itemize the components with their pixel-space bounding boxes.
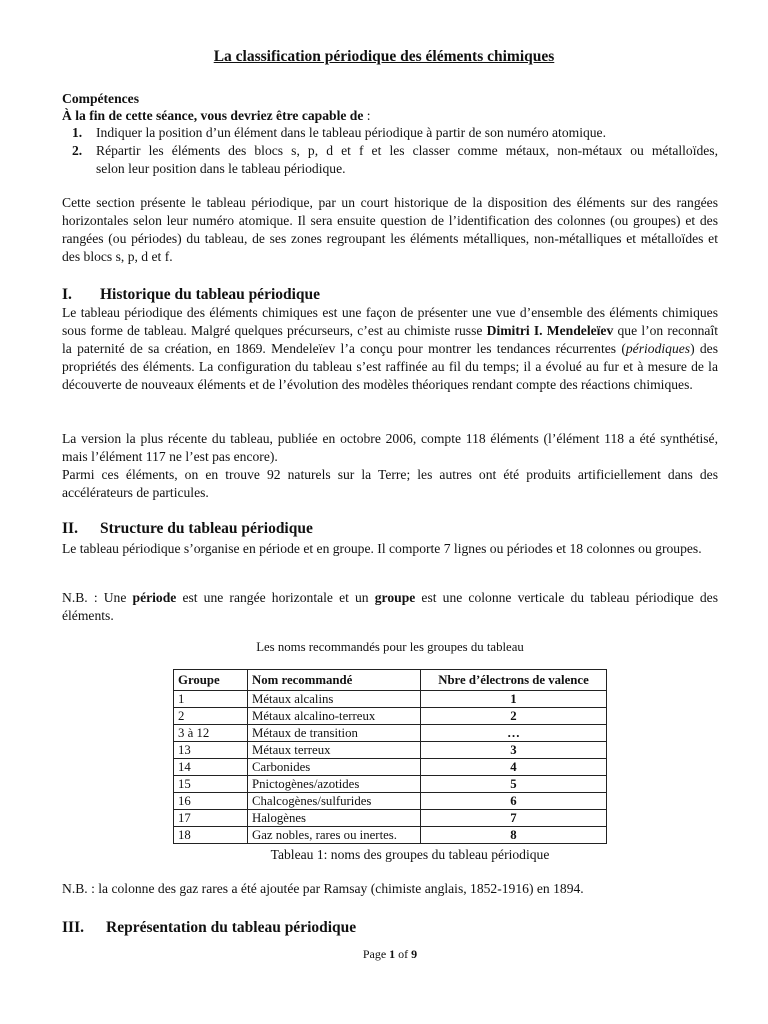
cell-nom: Métaux alcalins (248, 691, 421, 708)
page-footer (0, 945, 768, 963)
footer-prefix: Page (362, 947, 390, 961)
column-header-groupe: Groupe (174, 670, 248, 691)
table-row (174, 759, 607, 776)
cell-groupe: 2 (174, 708, 248, 725)
list-item-number: 2. (72, 143, 83, 158)
section2-nb1 (62, 589, 718, 625)
cell-nom: Métaux terreux (248, 742, 421, 759)
document-title: La classification périodique des éléments chimiques (213, 48, 555, 65)
text-run: N.B. : Une (62, 590, 133, 605)
footer-of: of (395, 947, 412, 961)
cell-nom: Halogènes (248, 810, 421, 827)
cell-valence: 2 (421, 708, 607, 725)
list-item-text: Indiquer la position d’un élément dans le tableau périodique à partir de son numéro atomique. (96, 125, 606, 140)
table-row (174, 691, 607, 708)
table-row (174, 725, 607, 742)
cell-valence: 6 (421, 793, 607, 810)
section1-paragraph1 (62, 304, 718, 394)
cell-groupe: 16 (174, 793, 248, 810)
table-header-row (174, 670, 607, 691)
cell-groupe: 15 (174, 776, 248, 793)
text-run: ) des propriétés des éléments. La configuration du tableau s’est raffinée au fil du temps; il a évolué au fur et à mesure de la découverte de nouveaux éléments et de l’évolution des modèles théoriques rendant compte des réactions chimiques. (62, 341, 718, 392)
cell-nom: Carbonides (248, 759, 421, 776)
emphasis: périodiques (625, 341, 691, 356)
cell-valence: 8 (421, 827, 607, 844)
section2-nb2: N.B. : la colonne des gaz rares a été ajoutée par Ramsay (chimiste anglais, 1852-1916) en 1894. (62, 881, 584, 896)
total-page-number: 9 (411, 947, 418, 961)
text-run: que l’on reconnaît la paternité de sa création, en 1869. Mendeleïev l’a conçu pour montrer les tendances récurrentes ( (62, 323, 719, 356)
section-number: I. (62, 286, 72, 303)
section-title: Structure du tableau périodique (100, 520, 313, 537)
list-item (62, 124, 718, 142)
current-page-number: 1 (389, 947, 396, 961)
table-row (174, 742, 607, 759)
section1-paragraph3: Parmi ces éléments, on en trouve 92 naturels sur la Terre; les autres ont été produits artificiellement dans des accélérateurs de particules. (62, 467, 718, 500)
table-caption-top: Les noms recommandés pour les groupes du tableau (256, 640, 524, 654)
section-heading-3 (62, 919, 356, 937)
section2-paragraph1: Le tableau périodique s’organise en période et en groupe. Il comporte 7 lignes ou périodes et 18 colonnes ou groupes. (62, 541, 702, 556)
competences-intro-bold: À la fin de cette séance, vous devriez être capable de (62, 108, 364, 123)
cell-nom: Métaux de transition (248, 725, 421, 742)
table-row (174, 827, 607, 844)
text-run: est une rangée horizontale et un (176, 590, 375, 605)
author-name: Dimitri I. Mendeleïev (486, 323, 614, 338)
cell-valence: … (421, 725, 607, 742)
table-row (174, 708, 607, 725)
cell-groupe: 17 (174, 810, 248, 827)
section-title: Historique du tableau périodique (100, 286, 321, 303)
cell-groupe: 3 à 12 (174, 725, 248, 742)
cell-nom: Chalcogènes/sulfurides (248, 793, 421, 810)
list-item-number: 1. (72, 125, 83, 140)
competences-intro (62, 107, 371, 125)
intro-paragraph: Cette section présente le tableau périodique, par un court historique de la disposition des éléments sur des rangées horizontales selon leur numéro atomique. Il sera ensuite question de l’identification des colonnes (ou groupes) et des rangées (ou périodes) du tableau, de ses zones regroupant les éléments métalliques, non-métalliques et métalloïdes et des blocs s, p, d et f. (62, 195, 718, 264)
term-periode: période (132, 590, 177, 605)
table-row (174, 776, 607, 793)
table-row (174, 793, 607, 810)
cell-valence: 5 (421, 776, 607, 793)
table-row (174, 810, 607, 827)
section-number: III. (62, 919, 84, 936)
cell-valence: 1 (421, 691, 607, 708)
text-run: Le tableau périodique des éléments chimiques est une façon de présenter une vue d’ensemble des éléments chimiques sous forme de tableau. Malgré quelques précurseurs, c’est au chimiste russe (62, 305, 718, 338)
section-heading-2 (62, 520, 313, 538)
cell-groupe: 1 (174, 691, 248, 708)
list-item-text-line2: selon leur position dans le tableau périodique. (96, 161, 346, 176)
cell-groupe: 14 (174, 759, 248, 776)
table-caption-bottom: Tableau 1: noms des groupes du tableau périodique (270, 847, 550, 862)
section-title: Représentation du tableau périodique (106, 919, 357, 936)
section-heading-1 (62, 286, 320, 304)
term-groupe: groupe (374, 590, 416, 605)
cell-nom: Gaz nobles, rares ou inertes. (248, 827, 421, 844)
cell-groupe: 13 (174, 742, 248, 759)
section-number: II. (62, 520, 78, 537)
cell-valence: 4 (421, 759, 607, 776)
column-header-valence: Nbre d’électrons de valence (421, 670, 607, 691)
cell-nom: Pnictogènes/azotides (248, 776, 421, 793)
competences-intro-tail: : (363, 108, 371, 123)
text-run: est une colonne verticale du tableau périodique des éléments. (62, 590, 718, 623)
section1-paragraph2: La version la plus récente du tableau, publiée en octobre 2006, compte 118 éléments (l’élément 118 a été synthétisé, mais l’élément 117 ne l’est pas encore). (62, 431, 718, 464)
list-item (62, 142, 718, 178)
column-header-nom: Nom recommandé (248, 670, 421, 691)
list-item-text-line1: Répartir les éléments des blocs s, p, d et f et les classer comme métaux, non-métaux ou métalloïdes, (96, 143, 718, 158)
competences-heading: Compétences (62, 91, 140, 106)
groups-table (173, 669, 607, 844)
cell-valence: 7 (421, 810, 607, 827)
table-body (174, 691, 607, 844)
cell-valence: 3 (421, 742, 607, 759)
cell-nom: Métaux alcalino-terreux (248, 708, 421, 725)
cell-groupe: 18 (174, 827, 248, 844)
